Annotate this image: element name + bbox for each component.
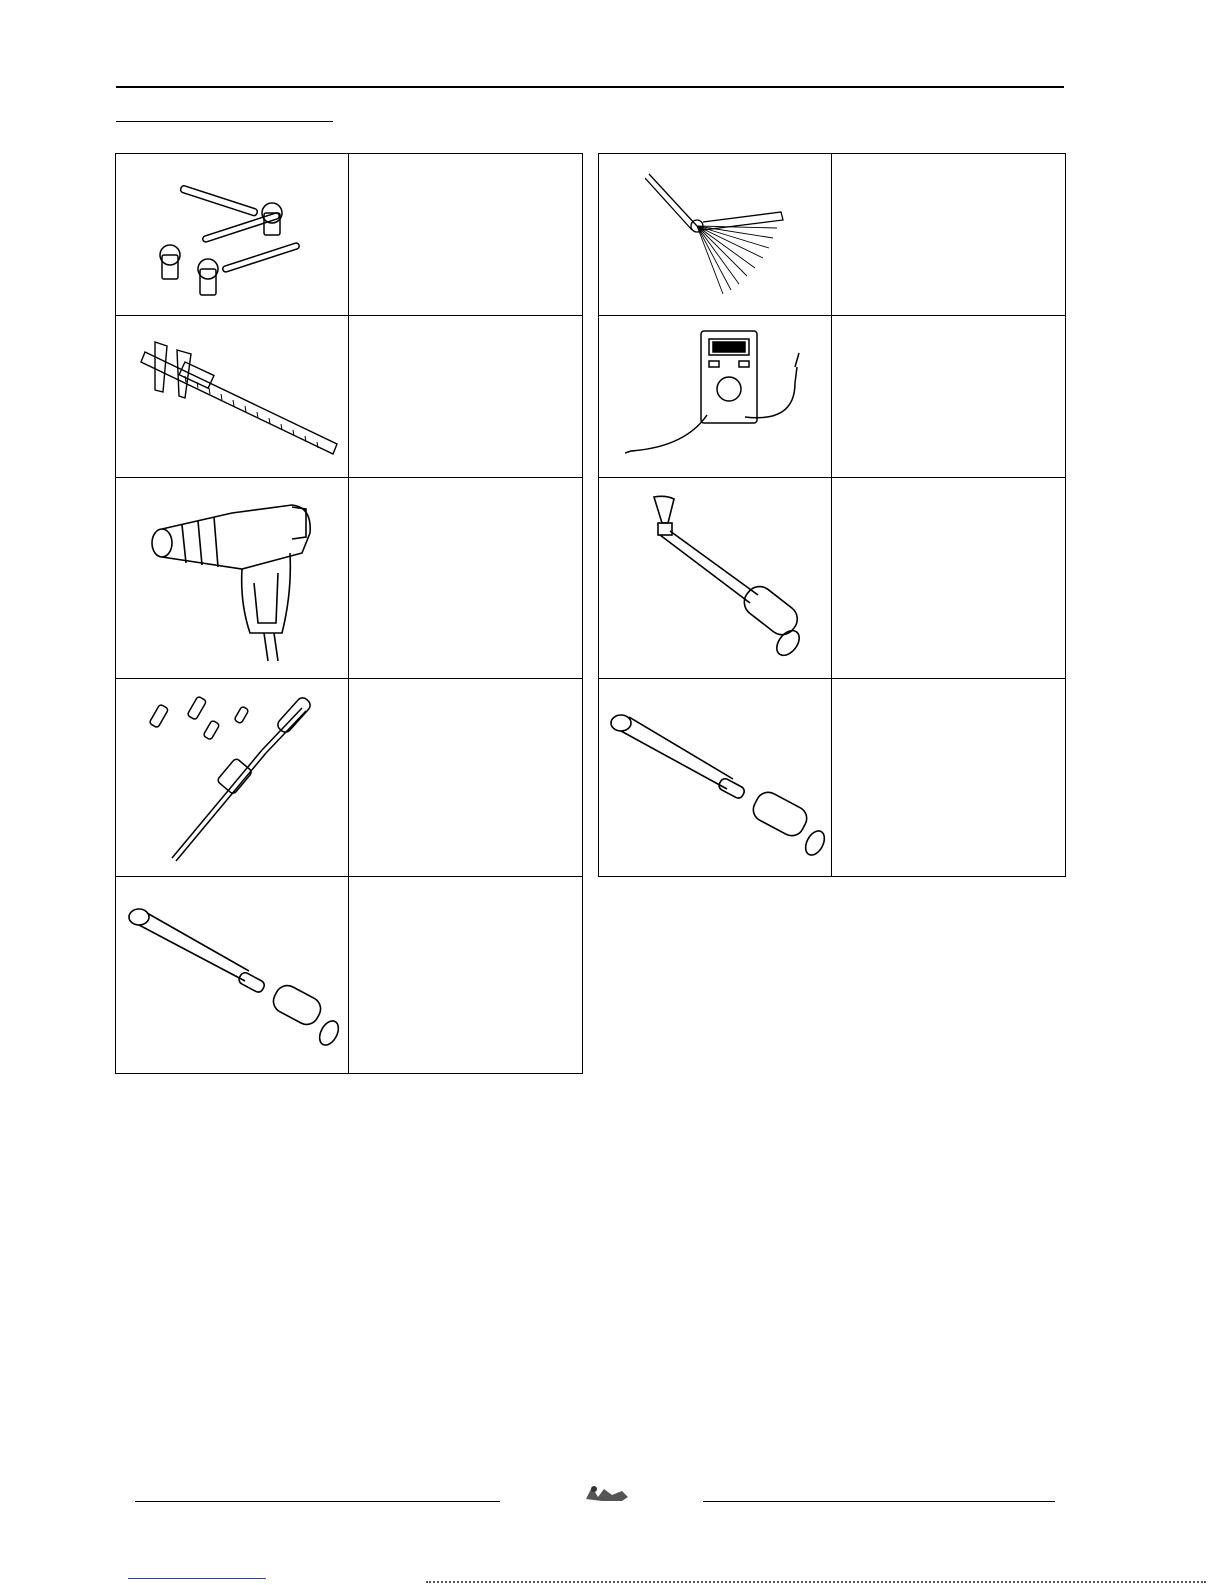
tool-image-cell xyxy=(599,478,832,679)
brand-logo-icon xyxy=(582,1481,630,1503)
tool-image-cell xyxy=(116,877,349,1074)
footer-link-underline[interactable] xyxy=(128,1578,266,1579)
torque-wrench-large-icon xyxy=(125,895,340,1055)
tool-image-cell xyxy=(116,316,349,478)
tool-description xyxy=(832,478,1066,679)
footer-dotted-line xyxy=(426,1581,1206,1583)
table-row xyxy=(599,154,1066,316)
heat-gun-icon xyxy=(142,493,322,663)
tool-image-cell xyxy=(599,316,832,478)
table-row xyxy=(599,679,1066,877)
tool-image-cell xyxy=(116,679,349,877)
tool-image-cell xyxy=(116,478,349,679)
table-row xyxy=(116,154,583,316)
multimeter-icon xyxy=(625,327,805,467)
table-row xyxy=(599,478,1066,679)
table-row xyxy=(116,316,583,478)
header-rule xyxy=(116,86,1064,88)
table-row xyxy=(116,679,583,877)
vernier-caliper-icon xyxy=(125,332,340,462)
table-row xyxy=(116,478,583,679)
tool-image-cell xyxy=(599,154,832,316)
tool-description xyxy=(349,316,583,478)
footer-rule-left xyxy=(135,1501,500,1502)
slide-hammer-puller-icon xyxy=(142,690,322,865)
torque-wrench-dial-icon xyxy=(630,493,800,663)
tool-description xyxy=(832,316,1066,478)
tool-image-cell xyxy=(599,679,832,877)
section-heading-underline xyxy=(116,121,333,122)
feeler-gauge-icon xyxy=(645,170,785,300)
tool-description xyxy=(349,679,583,877)
tool-description xyxy=(349,877,583,1074)
spanner-wrench-set-icon xyxy=(142,165,322,305)
table-row xyxy=(116,877,583,1074)
footer-rule-right xyxy=(703,1501,1055,1502)
tool-description xyxy=(832,679,1066,877)
torque-wrench-click-icon xyxy=(603,693,827,863)
tool-image-cell xyxy=(116,154,349,316)
tools-table-left xyxy=(115,153,583,1074)
table-row xyxy=(599,316,1066,478)
tool-description xyxy=(349,478,583,679)
tool-description xyxy=(832,154,1066,316)
tool-description xyxy=(349,154,583,316)
tools-table-right xyxy=(598,153,1066,877)
